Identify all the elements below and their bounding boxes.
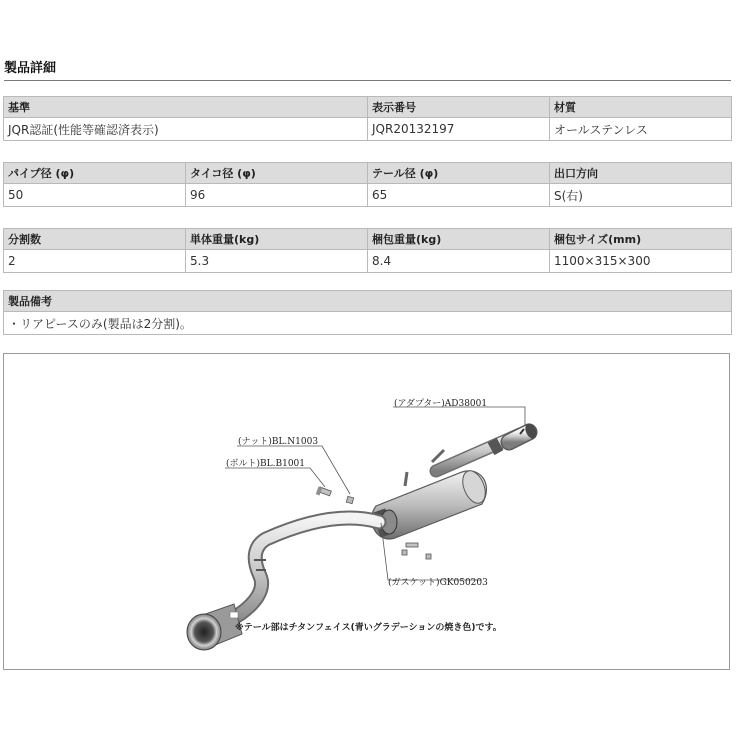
table-header-row	[4, 163, 732, 184]
table-header-row	[4, 97, 732, 118]
header-silencer-diameter: タイコ径 (φ)	[186, 163, 368, 184]
value-standard: JQR認証(性能等確認済表示)	[4, 118, 368, 141]
exhaust-diagram	[3, 353, 730, 670]
title-divider	[4, 80, 731, 81]
table-row	[4, 250, 732, 273]
value-pipe-diameter: 50	[4, 184, 186, 207]
value-split-count: 2	[4, 250, 186, 273]
table-row	[4, 312, 732, 335]
header-package-size: 梱包サイズ(mm)	[550, 229, 732, 250]
header-tail-diameter: テール径 (φ)	[368, 163, 550, 184]
tail-finish-note: ※テール部はチタンフェイス(青いグラデーションの焼き色)です。	[235, 623, 502, 633]
table-header-row	[4, 291, 732, 312]
header-material: 材質	[550, 97, 732, 118]
header-exit-direction: 出口方向	[550, 163, 732, 184]
spec-table-diameters	[3, 162, 732, 207]
gasket-bolts	[402, 543, 431, 559]
bolt-callout: (ボルト)BL.B1001	[226, 459, 305, 469]
header-display-number: 表示番号	[368, 97, 550, 118]
value-package-weight: 8.4	[368, 250, 550, 273]
value-unit-weight: 5.3	[186, 250, 368, 273]
value-material: オールステンレス	[550, 118, 732, 141]
value-remarks: ・リアピースのみ(製品は2分割)。	[4, 312, 732, 335]
header-standard: 基準	[4, 97, 368, 118]
spec-table-weights	[3, 228, 732, 273]
adapter-callout: (アダプター)AD38001	[394, 399, 488, 409]
header-pipe-diameter: パイプ径 (φ)	[4, 163, 186, 184]
header-unit-weight: 単体重量(kg)	[186, 229, 368, 250]
value-tail-diameter: 65	[368, 184, 550, 207]
value-exit-direction: S(右)	[550, 184, 732, 207]
spec-table-standard	[3, 96, 732, 141]
tail-tip	[187, 604, 242, 650]
value-package-size: 1100×315×300	[550, 250, 732, 273]
gasket-callout: (ガスケット)GK050203	[388, 578, 488, 588]
value-silencer-diameter: 96	[186, 184, 368, 207]
table-row	[4, 118, 732, 141]
nut-part	[346, 496, 353, 503]
nut-callout: (ナット)BL.N1003	[238, 437, 319, 447]
spec-table-remarks	[3, 290, 732, 335]
value-display-number: JQR20132197	[368, 118, 550, 141]
header-split-count: 分割数	[4, 229, 186, 250]
bolt-part	[316, 487, 332, 496]
table-row	[4, 184, 732, 207]
table-header-row	[4, 229, 732, 250]
adapter-part	[509, 422, 539, 442]
page-title: 製品詳細	[4, 61, 57, 76]
header-package-weight: 梱包重量(kg)	[368, 229, 550, 250]
header-remarks: 製品備考	[4, 291, 732, 312]
